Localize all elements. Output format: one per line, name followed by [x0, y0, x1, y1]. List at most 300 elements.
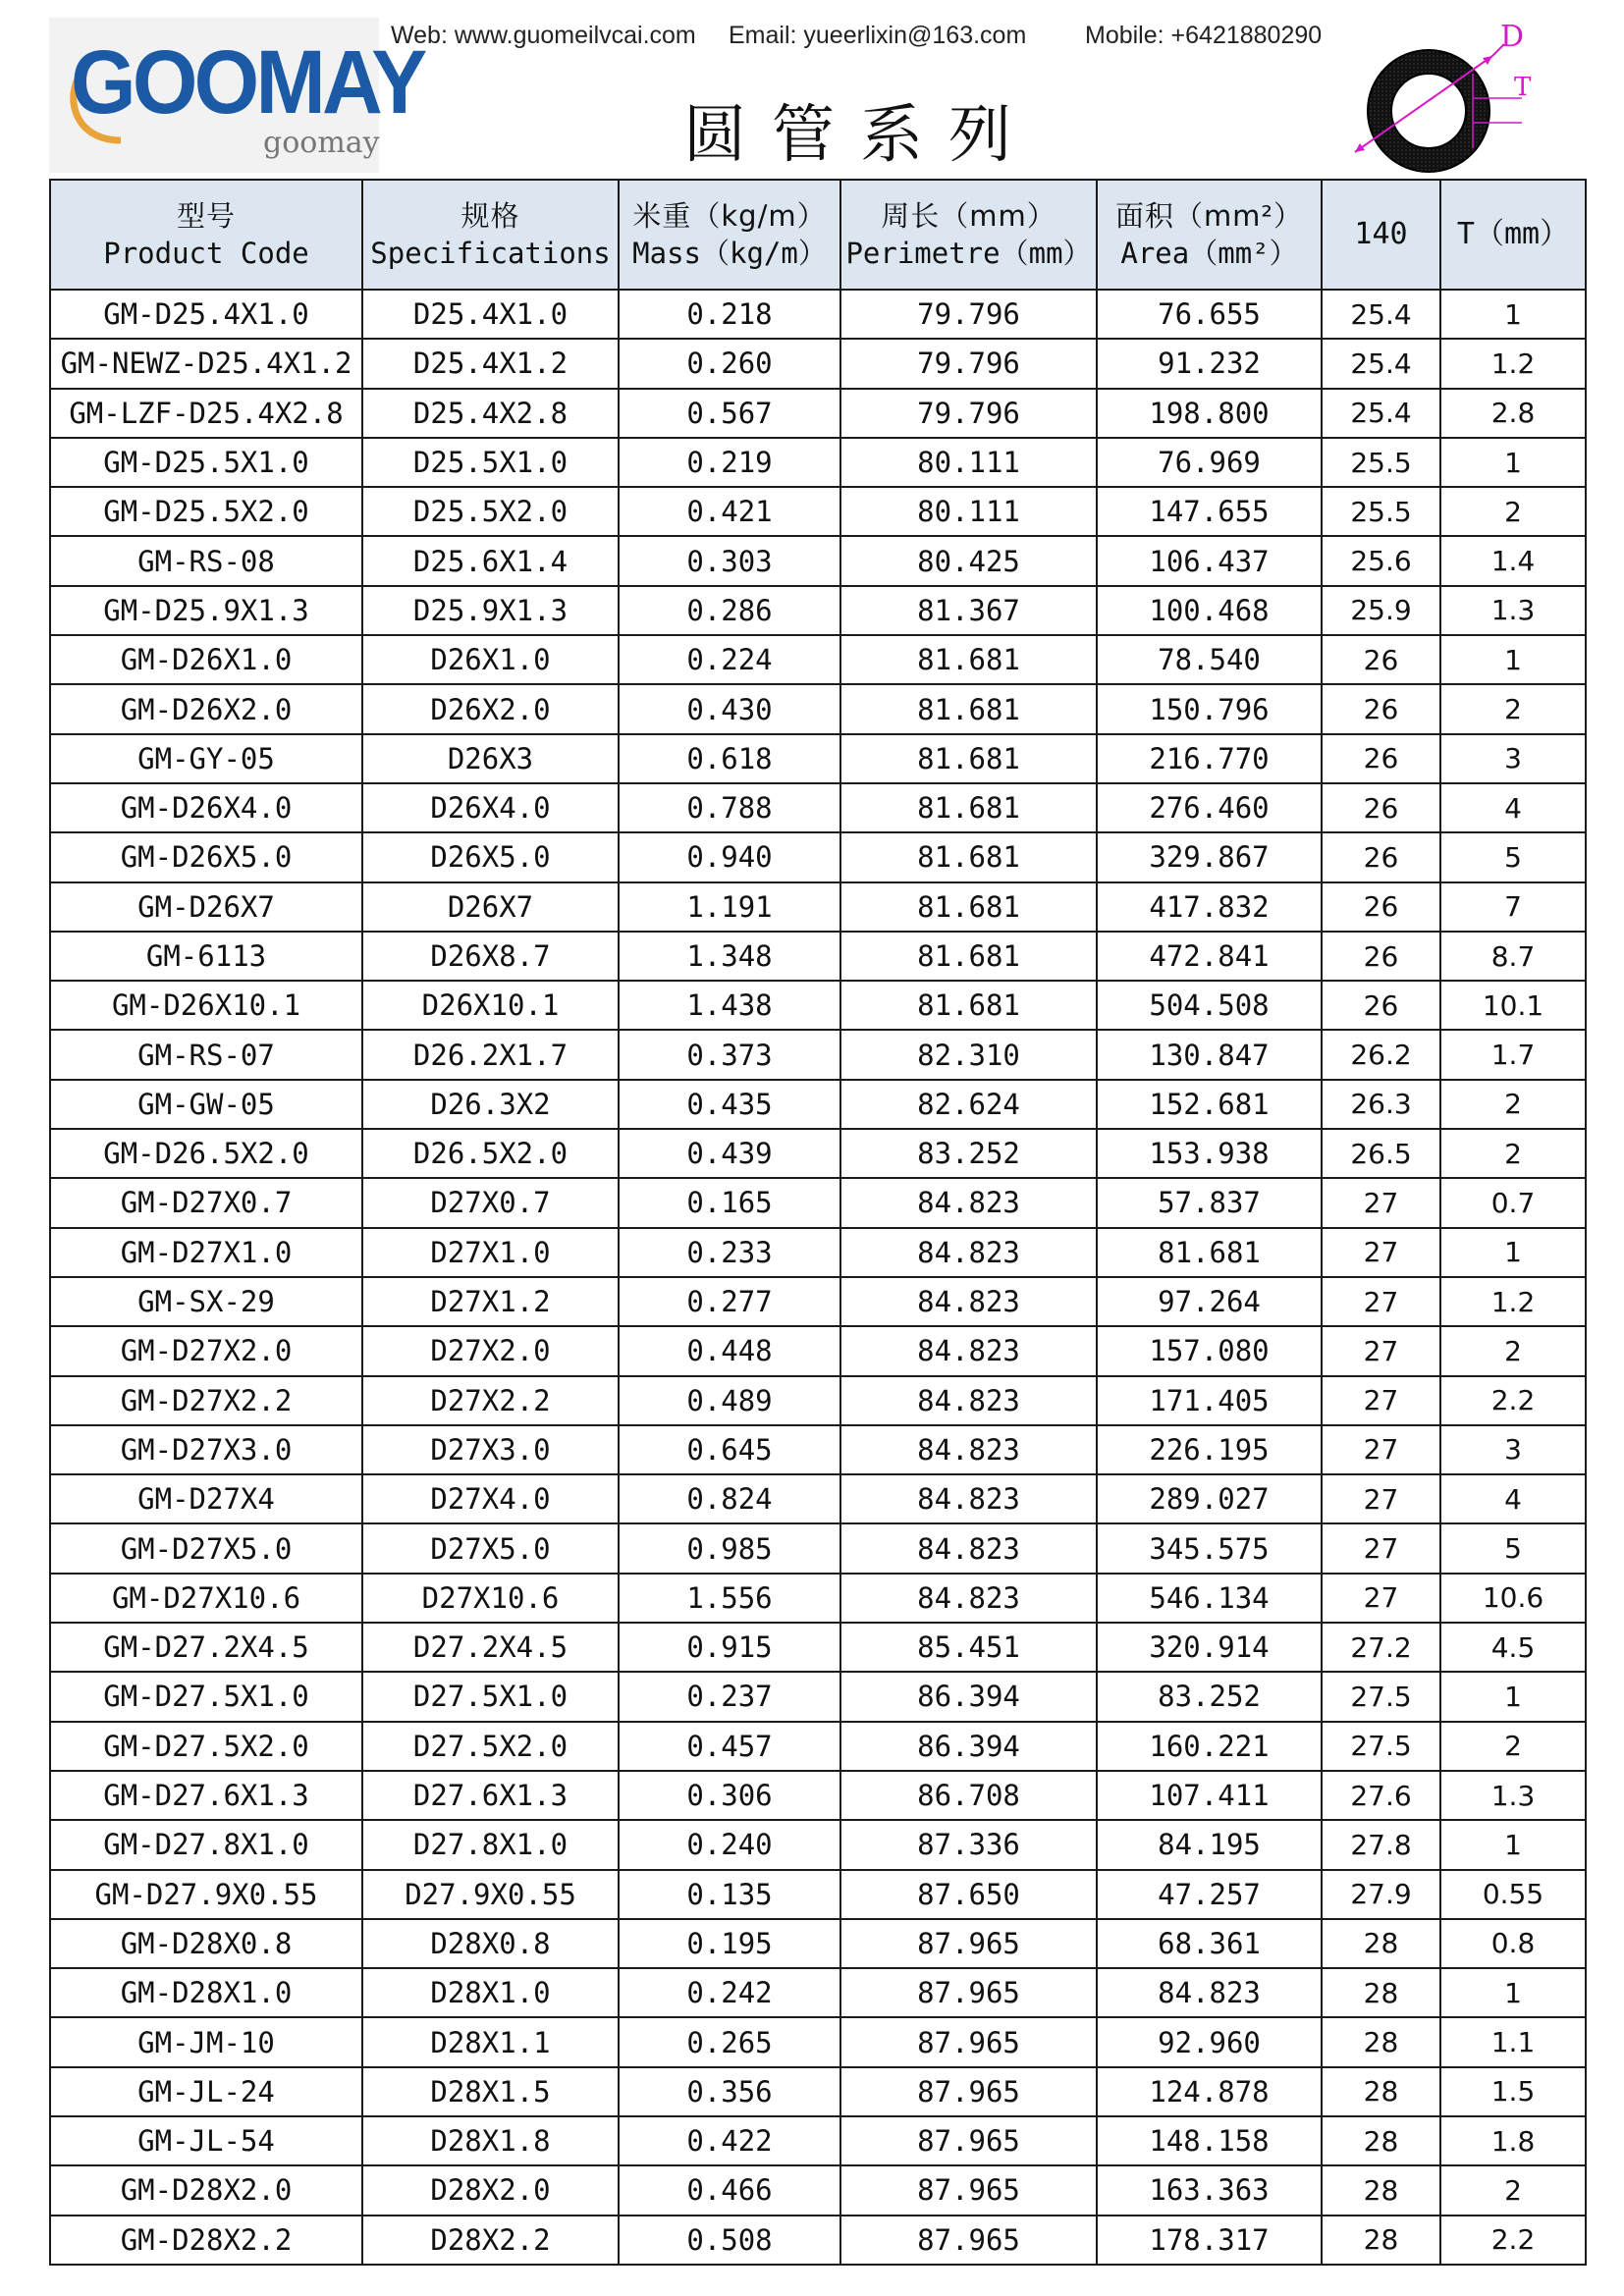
cell-area: 417.832 — [1097, 882, 1322, 932]
cell-product-code: GM-GY-05 — [50, 734, 362, 783]
cell-area: 130.847 — [1097, 1030, 1322, 1079]
cell-diameter: 26 — [1322, 882, 1440, 932]
cell-area: 47.257 — [1097, 1870, 1322, 1919]
cell-thickness: 1 — [1440, 635, 1586, 684]
cell-thickness: 3 — [1440, 1425, 1586, 1474]
cell-area: 78.540 — [1097, 635, 1322, 684]
cell-product-code: GM-D27.5X1.0 — [50, 1672, 362, 1721]
cell-area: 157.080 — [1097, 1326, 1322, 1375]
table-row — [50, 1968, 1586, 2017]
col-header-perimetre: 周长（mm） Perimetre（mm） — [840, 180, 1097, 290]
cell-diameter: 26 — [1322, 981, 1440, 1030]
cell-perimetre: 81.681 — [840, 783, 1097, 832]
cell-area: 198.800 — [1097, 389, 1322, 438]
cell-thickness: 2 — [1440, 487, 1586, 536]
cell-mass: 0.915 — [619, 1623, 840, 1672]
cell-thickness: 3 — [1440, 734, 1586, 783]
cell-specification: D28X1.8 — [362, 2116, 619, 2165]
cell-diameter: 27.2 — [1322, 1623, 1440, 1672]
cell-product-code: GM-NEWZ-D25.4X1.2 — [50, 339, 362, 388]
cell-diameter: 25.5 — [1322, 487, 1440, 536]
cell-diameter: 25.4 — [1322, 389, 1440, 438]
cell-diameter: 28 — [1322, 2216, 1440, 2265]
table-row — [50, 635, 1586, 684]
cell-specification: D26X7 — [362, 882, 619, 932]
cell-product-code: GM-D27.8X1.0 — [50, 1820, 362, 1869]
cell-specification: D27X3.0 — [362, 1425, 619, 1474]
cell-perimetre: 79.796 — [840, 339, 1097, 388]
cell-perimetre: 87.965 — [840, 2067, 1097, 2116]
table-row — [50, 1623, 1586, 1672]
cell-diameter: 26 — [1322, 684, 1440, 733]
cell-perimetre: 84.823 — [840, 1523, 1097, 1573]
cell-thickness: 2 — [1440, 1326, 1586, 1375]
cell-thickness: 4 — [1440, 783, 1586, 832]
cell-specification: D27X4.0 — [362, 1474, 619, 1523]
cell-thickness: 4.5 — [1440, 1623, 1586, 1672]
cell-perimetre: 84.823 — [840, 1326, 1097, 1375]
cell-product-code: GM-JL-54 — [50, 2116, 362, 2165]
cell-mass: 0.457 — [619, 1722, 840, 1771]
table-row — [50, 734, 1586, 783]
cell-specification: D28X0.8 — [362, 1919, 619, 1968]
cell-thickness: 1.2 — [1440, 339, 1586, 388]
cell-mass: 0.435 — [619, 1080, 840, 1129]
cell-specification: D27X1.0 — [362, 1228, 619, 1277]
cell-specification: D28X1.1 — [362, 2017, 619, 2066]
cell-product-code: GM-D27X3.0 — [50, 1425, 362, 1474]
cell-mass: 0.306 — [619, 1771, 840, 1820]
cell-area: 100.468 — [1097, 586, 1322, 635]
cell-diameter: 28 — [1322, 1968, 1440, 2017]
cell-thickness: 1.1 — [1440, 2017, 1586, 2066]
cell-thickness: 1.3 — [1440, 1771, 1586, 1820]
cell-specification: D26X5.0 — [362, 832, 619, 881]
table-row — [50, 438, 1586, 487]
cell-diameter: 27 — [1322, 1574, 1440, 1623]
cell-thickness: 4 — [1440, 1474, 1586, 1523]
cell-perimetre: 81.681 — [840, 734, 1097, 783]
cell-area: 150.796 — [1097, 684, 1322, 733]
cell-perimetre: 81.681 — [840, 635, 1097, 684]
cell-mass: 0.421 — [619, 487, 840, 536]
cell-mass: 0.373 — [619, 1030, 840, 1079]
cell-thickness: 1 — [1440, 1672, 1586, 1721]
cell-perimetre: 86.394 — [840, 1672, 1097, 1721]
cell-area: 76.655 — [1097, 290, 1322, 339]
cell-specification: D27X10.6 — [362, 1574, 619, 1623]
cell-area: 83.252 — [1097, 1672, 1322, 1721]
cell-perimetre: 86.708 — [840, 1771, 1097, 1820]
cell-perimetre: 81.681 — [840, 932, 1097, 981]
cell-diameter: 27.6 — [1322, 1771, 1440, 1820]
cell-specification: D28X2.0 — [362, 2165, 619, 2215]
cell-area: 329.867 — [1097, 832, 1322, 881]
cell-diameter: 25.4 — [1322, 339, 1440, 388]
cell-mass: 0.448 — [619, 1326, 840, 1375]
cell-product-code: GM-D25.9X1.3 — [50, 586, 362, 635]
cell-diameter: 25.5 — [1322, 438, 1440, 487]
cell-specification: D27X5.0 — [362, 1523, 619, 1573]
table-row — [50, 290, 1586, 339]
cell-area: 57.837 — [1097, 1178, 1322, 1227]
table-row — [50, 1030, 1586, 1079]
cell-diameter: 28 — [1322, 2017, 1440, 2066]
cell-area: 504.508 — [1097, 981, 1322, 1030]
cell-area: 153.938 — [1097, 1129, 1322, 1178]
contact-email: Email: yueerlixin@163.com — [729, 22, 1027, 49]
cell-mass: 0.265 — [619, 2017, 840, 2066]
col-header-diameter: 140 — [1322, 180, 1440, 290]
cell-thickness: 0.55 — [1440, 1870, 1586, 1919]
cell-thickness: 7 — [1440, 882, 1586, 932]
cell-diameter: 27 — [1322, 1425, 1440, 1474]
cell-product-code: GM-6113 — [50, 932, 362, 981]
cell-thickness: 2 — [1440, 2165, 1586, 2215]
cell-product-code: GM-D26X4.0 — [50, 783, 362, 832]
cell-specification: D26X2.0 — [362, 684, 619, 733]
table-body — [50, 290, 1586, 2265]
table-row — [50, 1080, 1586, 1129]
contact-mobile: Mobile: +6421880290 — [1085, 22, 1323, 49]
cell-specification: D25.5X2.0 — [362, 487, 619, 536]
cell-specification: D26X10.1 — [362, 981, 619, 1030]
cell-mass: 0.567 — [619, 389, 840, 438]
cell-specification: D26.3X2 — [362, 1080, 619, 1129]
cell-diameter: 25.6 — [1322, 536, 1440, 585]
cell-area: 106.437 — [1097, 536, 1322, 585]
cell-mass: 0.430 — [619, 684, 840, 733]
cell-mass: 1.556 — [619, 1574, 840, 1623]
cell-specification: D25.4X1.0 — [362, 290, 619, 339]
cell-area: 107.411 — [1097, 1771, 1322, 1820]
cell-area: 91.232 — [1097, 339, 1322, 388]
table-row — [50, 2116, 1586, 2165]
cell-diameter: 26 — [1322, 734, 1440, 783]
cell-perimetre: 81.681 — [840, 882, 1097, 932]
cell-perimetre: 80.425 — [840, 536, 1097, 585]
cell-product-code: GM-RS-08 — [50, 536, 362, 585]
table-row — [50, 1870, 1586, 1919]
table-row — [50, 1474, 1586, 1523]
contact-web: Web: www.guomeilvcai.com — [391, 22, 696, 49]
cell-area: 81.681 — [1097, 1228, 1322, 1277]
table-row — [50, 832, 1586, 881]
cell-perimetre: 80.111 — [840, 438, 1097, 487]
cell-area: 84.195 — [1097, 1820, 1322, 1869]
table-row — [50, 932, 1586, 981]
cell-product-code: GM-D27.9X0.55 — [50, 1870, 362, 1919]
round-tube-spec-table — [49, 179, 1587, 2266]
cell-area: 148.158 — [1097, 2116, 1322, 2165]
cell-mass: 0.242 — [619, 1968, 840, 2017]
table-row — [50, 882, 1586, 932]
cell-product-code: GM-D27X2.0 — [50, 1326, 362, 1375]
cell-perimetre: 79.796 — [840, 389, 1097, 438]
cell-mass: 1.191 — [619, 882, 840, 932]
tube-cross-section-icon — [1326, 15, 1561, 187]
cell-area: 76.969 — [1097, 438, 1322, 487]
cell-product-code: GM-JL-24 — [50, 2067, 362, 2116]
cell-specification: D27X0.7 — [362, 1178, 619, 1227]
cell-perimetre: 81.367 — [840, 586, 1097, 635]
cell-specification: D27.6X1.3 — [362, 1771, 619, 1820]
cell-diameter: 27 — [1322, 1376, 1440, 1425]
col-header-thickness: T（mm） — [1440, 180, 1586, 290]
cell-diameter: 27 — [1322, 1523, 1440, 1573]
cell-area: 124.878 — [1097, 2067, 1322, 2116]
brand-logo — [49, 18, 424, 173]
cell-area: 546.134 — [1097, 1574, 1322, 1623]
cell-mass: 0.218 — [619, 290, 840, 339]
table-row — [50, 487, 1586, 536]
cell-diameter: 28 — [1322, 2116, 1440, 2165]
cell-mass: 0.356 — [619, 2067, 840, 2116]
cell-product-code: GM-D26X2.0 — [50, 684, 362, 733]
cell-product-code: GM-RS-07 — [50, 1030, 362, 1079]
cell-perimetre: 84.823 — [840, 1277, 1097, 1326]
col-header-area: 面积（mm²） Area（mm²） — [1097, 180, 1322, 290]
cell-mass: 0.985 — [619, 1523, 840, 1573]
table-header-row — [50, 180, 1586, 290]
cell-product-code: GM-D27X4 — [50, 1474, 362, 1523]
cell-mass: 0.240 — [619, 1820, 840, 1869]
table-row — [50, 389, 1586, 438]
table-row — [50, 1722, 1586, 1771]
table-row — [50, 1771, 1586, 1820]
cell-specification: D27X2.2 — [362, 1376, 619, 1425]
cell-mass: 0.824 — [619, 1474, 840, 1523]
cell-mass: 1.348 — [619, 932, 840, 981]
cell-specification: D27.2X4.5 — [362, 1623, 619, 1672]
cell-thickness: 5 — [1440, 1523, 1586, 1573]
cell-product-code: GM-D27.6X1.3 — [50, 1771, 362, 1820]
table-row — [50, 1129, 1586, 1178]
cell-thickness: 2.8 — [1440, 389, 1586, 438]
cell-thickness: 0.8 — [1440, 1919, 1586, 1968]
cell-thickness: 2.2 — [1440, 2216, 1586, 2265]
cell-product-code: GM-D28X1.0 — [50, 1968, 362, 2017]
cell-diameter: 26 — [1322, 932, 1440, 981]
cell-area: 97.264 — [1097, 1277, 1322, 1326]
cell-perimetre: 84.823 — [840, 1474, 1097, 1523]
cell-area: 345.575 — [1097, 1523, 1322, 1573]
cell-specification: D25.4X1.2 — [362, 339, 619, 388]
cell-product-code: GM-D26X7 — [50, 882, 362, 932]
cell-specification: D26.5X2.0 — [362, 1129, 619, 1178]
cell-specification: D27.5X1.0 — [362, 1672, 619, 1721]
cell-perimetre: 83.252 — [840, 1129, 1097, 1178]
cell-diameter: 25.9 — [1322, 586, 1440, 635]
table-row — [50, 1376, 1586, 1425]
cell-perimetre: 84.823 — [840, 1178, 1097, 1227]
cell-specification: D27X1.2 — [362, 1277, 619, 1326]
col-header-mass: 米重（kg/m） Mass（kg/m） — [619, 180, 840, 290]
cell-product-code: GM-D27X2.2 — [50, 1376, 362, 1425]
cell-specification: D27.8X1.0 — [362, 1820, 619, 1869]
cell-thickness: 1.3 — [1440, 586, 1586, 635]
cell-specification: D25.9X1.3 — [362, 586, 619, 635]
cell-specification: D25.5X1.0 — [362, 438, 619, 487]
cell-mass: 0.439 — [619, 1129, 840, 1178]
cell-thickness: 1 — [1440, 1968, 1586, 2017]
cell-product-code: GM-D28X0.8 — [50, 1919, 362, 1968]
cell-specification: D26X8.7 — [362, 932, 619, 981]
cell-diameter: 27.5 — [1322, 1722, 1440, 1771]
cell-specification: D28X1.5 — [362, 2067, 619, 2116]
cell-thickness: 1 — [1440, 438, 1586, 487]
cell-product-code: GM-D27X1.0 — [50, 1228, 362, 1277]
table-row — [50, 684, 1586, 733]
table-row — [50, 586, 1586, 635]
cell-diameter: 27 — [1322, 1474, 1440, 1523]
cell-area: 68.361 — [1097, 1919, 1322, 1968]
cell-diameter: 27 — [1322, 1277, 1440, 1326]
table-row — [50, 2017, 1586, 2066]
cell-thickness: 2 — [1440, 1129, 1586, 1178]
table-row — [50, 339, 1586, 388]
cell-product-code: GM-D27X0.7 — [50, 1178, 362, 1227]
cell-perimetre: 82.310 — [840, 1030, 1097, 1079]
cell-area: 320.914 — [1097, 1623, 1322, 1672]
cell-specification: D27.9X0.55 — [362, 1870, 619, 1919]
cell-specification: D27.5X2.0 — [362, 1722, 619, 1771]
col-header-product-code: 型号 Product Code — [50, 180, 362, 290]
cell-specification: D27X2.0 — [362, 1326, 619, 1375]
cell-perimetre: 84.823 — [840, 1376, 1097, 1425]
cell-product-code: GM-D27X5.0 — [50, 1523, 362, 1573]
cell-perimetre: 87.965 — [840, 2165, 1097, 2215]
cell-mass: 0.422 — [619, 2116, 840, 2165]
table-row — [50, 1425, 1586, 1474]
cell-thickness: 1.7 — [1440, 1030, 1586, 1079]
cell-mass: 1.438 — [619, 981, 840, 1030]
cell-thickness: 2 — [1440, 684, 1586, 733]
cell-perimetre: 87.965 — [840, 2216, 1097, 2265]
diagram-label-t: T — [1514, 73, 1532, 102]
cell-perimetre: 87.650 — [840, 1870, 1097, 1919]
table-row — [50, 536, 1586, 585]
cell-diameter: 27.5 — [1322, 1672, 1440, 1721]
cell-mass: 0.618 — [619, 734, 840, 783]
cell-perimetre: 87.965 — [840, 2116, 1097, 2165]
cell-specification: D26X4.0 — [362, 783, 619, 832]
cell-thickness: 5 — [1440, 832, 1586, 881]
cell-perimetre: 84.823 — [840, 1574, 1097, 1623]
cell-perimetre: 85.451 — [840, 1623, 1097, 1672]
cell-diameter: 28 — [1322, 1919, 1440, 1968]
cell-area: 163.363 — [1097, 2165, 1322, 2215]
cell-area: 216.770 — [1097, 734, 1322, 783]
cell-product-code: GM-JM-10 — [50, 2017, 362, 2066]
cell-diameter: 28 — [1322, 2165, 1440, 2215]
table-row — [50, 2216, 1586, 2265]
cell-mass: 0.466 — [619, 2165, 840, 2215]
cell-perimetre: 87.965 — [840, 2017, 1097, 2066]
cell-perimetre: 81.681 — [840, 684, 1097, 733]
cell-mass: 0.489 — [619, 1376, 840, 1425]
cell-area: 152.681 — [1097, 1080, 1322, 1129]
cell-diameter: 27 — [1322, 1178, 1440, 1227]
cell-thickness: 1 — [1440, 1820, 1586, 1869]
cell-product-code: GM-D28X2.2 — [50, 2216, 362, 2265]
cell-mass: 0.286 — [619, 586, 840, 635]
logo-wordmark: GOOMAY — [71, 32, 424, 133]
cell-perimetre: 87.336 — [840, 1820, 1097, 1869]
cell-perimetre: 84.823 — [840, 1425, 1097, 1474]
table-row — [50, 783, 1586, 832]
cell-diameter: 26.3 — [1322, 1080, 1440, 1129]
cell-specification: D26.2X1.7 — [362, 1030, 619, 1079]
cell-thickness: 1.8 — [1440, 2116, 1586, 2165]
cell-area: 160.221 — [1097, 1722, 1322, 1771]
cell-thickness: 10.6 — [1440, 1574, 1586, 1623]
cell-mass: 0.233 — [619, 1228, 840, 1277]
cell-product-code: GM-GW-05 — [50, 1080, 362, 1129]
cell-diameter: 26.5 — [1322, 1129, 1440, 1178]
cell-perimetre: 84.823 — [840, 1228, 1097, 1277]
cell-perimetre: 80.111 — [840, 487, 1097, 536]
table-row — [50, 1574, 1586, 1623]
table-row — [50, 1820, 1586, 1869]
cell-perimetre: 81.681 — [840, 832, 1097, 881]
cell-area: 84.823 — [1097, 1968, 1322, 2017]
cell-area: 276.460 — [1097, 783, 1322, 832]
cell-product-code: GM-D25.5X2.0 — [50, 487, 362, 536]
cell-perimetre: 87.965 — [840, 1968, 1097, 2017]
cell-product-code: GM-D26X5.0 — [50, 832, 362, 881]
cell-diameter: 27 — [1322, 1326, 1440, 1375]
cell-mass: 0.219 — [619, 438, 840, 487]
cell-thickness: 2 — [1440, 1080, 1586, 1129]
cell-perimetre: 79.796 — [840, 290, 1097, 339]
table-row — [50, 1672, 1586, 1721]
cell-mass: 0.940 — [619, 832, 840, 881]
cell-product-code: GM-D28X2.0 — [50, 2165, 362, 2215]
cell-specification: D25.4X2.8 — [362, 389, 619, 438]
cell-thickness: 1.5 — [1440, 2067, 1586, 2116]
cell-specification: D28X2.2 — [362, 2216, 619, 2265]
cell-mass: 0.788 — [619, 783, 840, 832]
table-row — [50, 981, 1586, 1030]
cell-specification: D26X1.0 — [362, 635, 619, 684]
cell-mass: 0.224 — [619, 635, 840, 684]
cell-area: 472.841 — [1097, 932, 1322, 981]
cell-diameter: 26 — [1322, 635, 1440, 684]
cell-diameter: 27.8 — [1322, 1820, 1440, 1869]
cell-product-code: GM-SX-29 — [50, 1277, 362, 1326]
cell-diameter: 28 — [1322, 2067, 1440, 2116]
cell-product-code: GM-D26X1.0 — [50, 635, 362, 684]
table-row — [50, 1228, 1586, 1277]
cell-thickness: 8.7 — [1440, 932, 1586, 981]
cell-mass: 0.135 — [619, 1870, 840, 1919]
cell-thickness: 2 — [1440, 1722, 1586, 1771]
cell-diameter: 26 — [1322, 832, 1440, 881]
cell-product-code: GM-D27.2X4.5 — [50, 1623, 362, 1672]
table-row — [50, 1523, 1586, 1573]
cell-area: 226.195 — [1097, 1425, 1322, 1474]
cell-thickness: 1 — [1440, 290, 1586, 339]
cell-mass: 0.277 — [619, 1277, 840, 1326]
cell-diameter: 27.9 — [1322, 1870, 1440, 1919]
cell-product-code: GM-LZF-D25.4X2.8 — [50, 389, 362, 438]
cell-product-code: GM-D26X10.1 — [50, 981, 362, 1030]
cell-area: 289.027 — [1097, 1474, 1322, 1523]
cell-area: 92.960 — [1097, 2017, 1322, 2066]
cell-area: 171.405 — [1097, 1376, 1322, 1425]
table-row — [50, 1178, 1586, 1227]
